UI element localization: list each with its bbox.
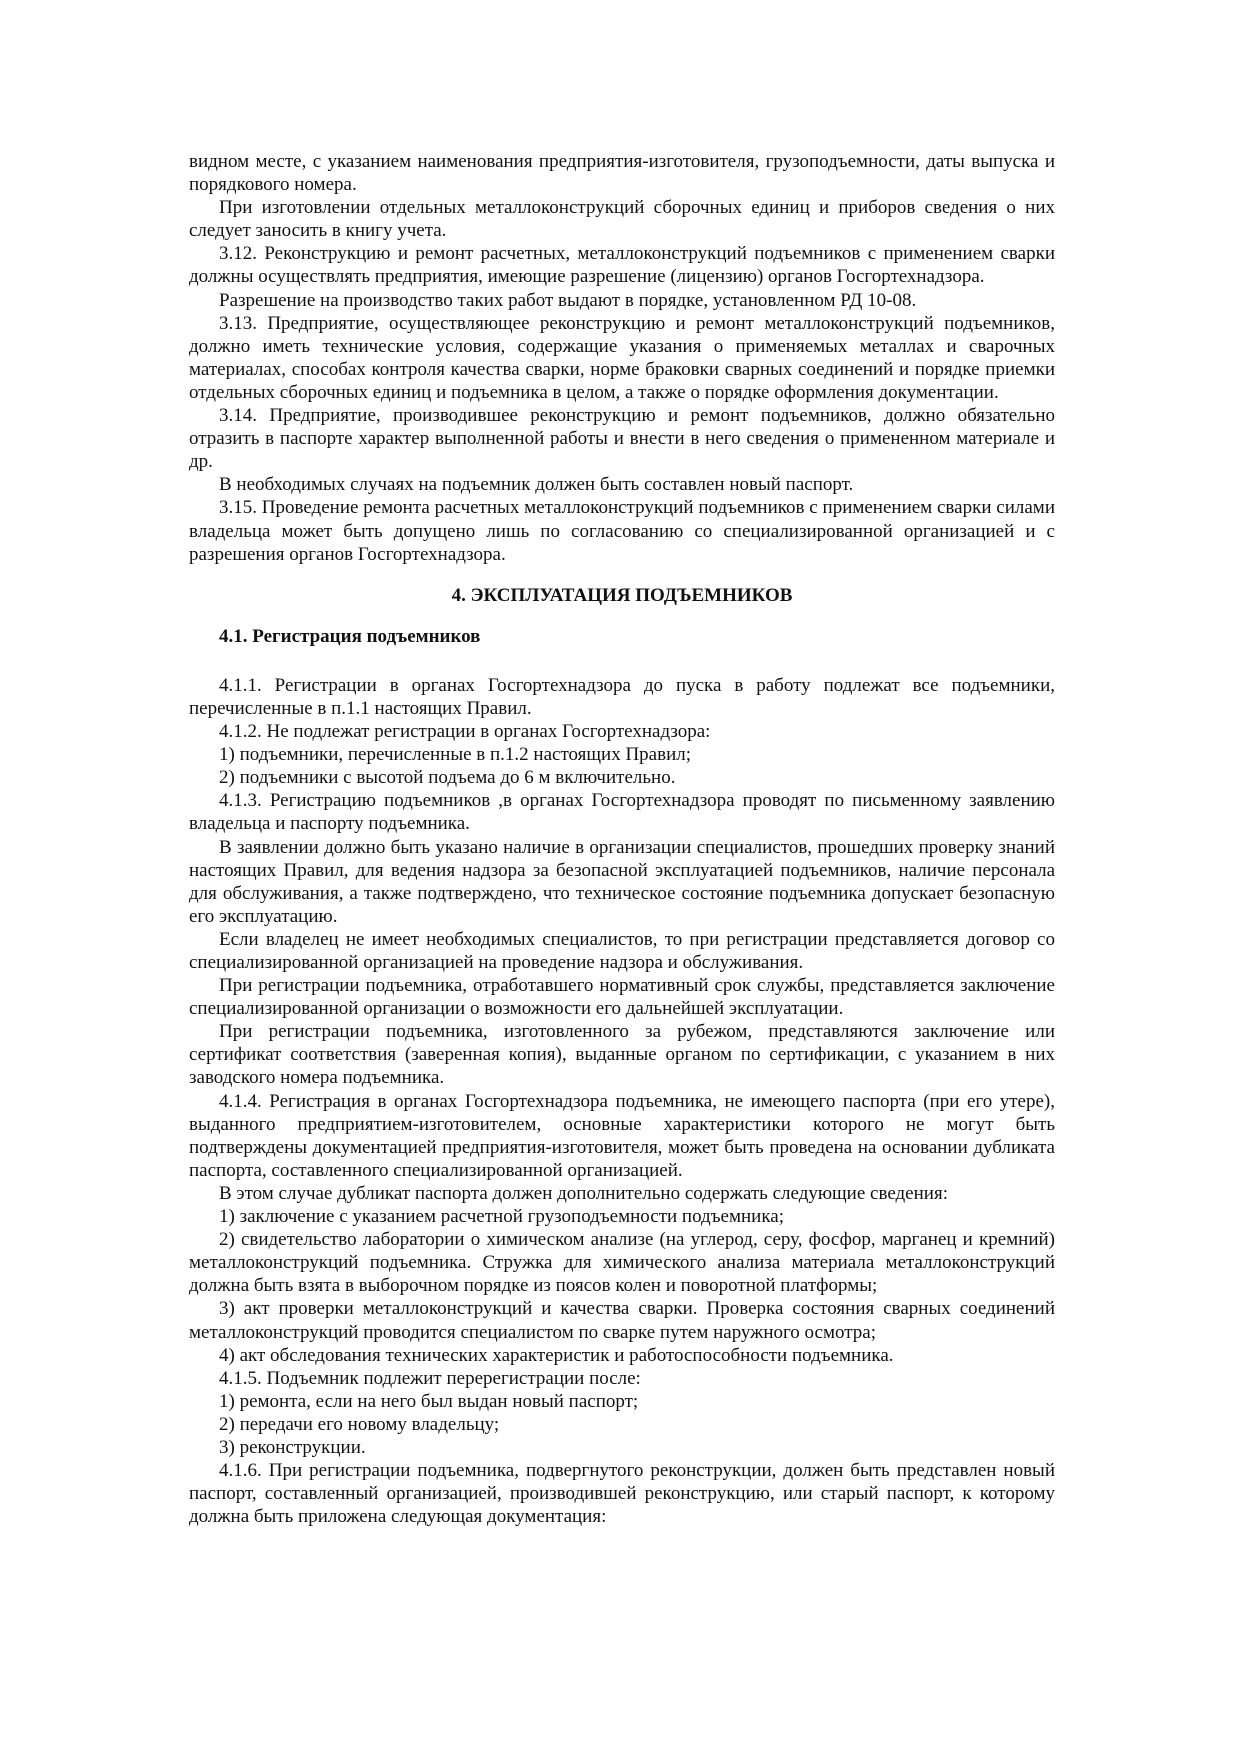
paragraph: В заявлении должно быть указано наличие в организации специалистов, прошедших проверку знаний настоящих Правил, для ведения надзора за безопасной эксплуатацией подъемников, наличие персонала для обслуживания, а также подтверждено, что техническое состояние подъемника допускает безопасную его эксплуатацию. [189, 836, 1055, 927]
paragraph: 4.1.2. Не подлежат регистрации в органах Госгортехнадзора: [219, 721, 711, 743]
paragraph: 2) подъемники с высотой подъема до 6 м включительно. [219, 767, 676, 789]
paragraph: Если владелец не имеет необходимых специалистов, то при регистрации представляется договор со специализированной организацией на проведение надзора и обслуживания. [189, 928, 1055, 973]
paragraph: 3.15. Проведение ремонта расчетных металлоконструкций подъемников с применением сварки силами владельца может быть допущено лишь по согласованию со специализированной организацией и с разрешения органов Госгортехнадзора. [189, 497, 1055, 565]
paragraph: 1) подъемники, перечисленные в п.1.2 настоящих Правил; [219, 744, 692, 766]
paragraph: 3) реконструкции. [219, 1436, 366, 1458]
paragraph: 3.13. Предприятие, осуществляющее реконструкцию и ремонт металлоконструкций подъемников, должно иметь технические условия, содержащие указания о применяемых металлах и сварочных материалах, способах контроля качества сварки, норме браковки сварных соединений и порядке приемки отдельных сборочных единиц и подъемника в целом, а также о порядке оформления документации. [189, 312, 1055, 403]
paragraph: 3.14. Предприятие, производившее реконструкцию и ремонт подъемников, должно обязательно отразить в паспорте характер выполненной работы и внести в него сведения о примененном материале и др. [189, 405, 1055, 473]
paragraph: 4.1.6. При регистрации подъемника, подвергнутого реконструкции, должен быть представлен новый паспорт, составленный организацией, производившей реконструкцию, или старый паспорт, к которому должна быть приложена следующая документация: [189, 1460, 1055, 1528]
paragraph: При регистрации подъемника, изготовленного за рубежом, представляются заключение или сертификат соответствия (заверенная копия), выданные органом по сертификации, с указанием в них заводского номера подъемника. [189, 1021, 1055, 1089]
paragraph: Разрешение на производство таких работ выдают в порядке, установленном РД 10-08. [219, 289, 917, 311]
paragraph: В этом случае дубликат паспорта должен дополнительно содержать следующие сведения: [219, 1182, 948, 1204]
paragraph: При регистрации подъемника, отработавшего нормативный срок службы, представляется заключение специализированной организации о возможности его дальнейшей эксплуатации. [189, 975, 1055, 1020]
paragraph: 3.12. Реконструкцию и ремонт расчетных, металлоконструкций подъемников с применением сварки должны осуществлять предприятия, имеющие разрешение (лицензию) органов Госгортехнадзора. [189, 243, 1055, 288]
section-heading: 4. ЭКСПЛУАТАЦИЯ ПОДЪЕМНИКОВ [451, 584, 793, 606]
sub-heading: 4.1. Регистрация подъемников [219, 625, 481, 647]
paragraph: 4.1.4. Регистрация в органах Госгортехнадзора подъемника, не имеющего паспорта (при его утере), выданного предприятием-изготовителем, основные характеристики которого не могут быть подтверждены документацией предприятия-изготовителя, может быть проведена на основании дубликата паспорта, составленного специализированной организацией. [189, 1090, 1055, 1181]
paragraph: 4.1.5. Подъемник подлежит перерегистрации после: [219, 1367, 641, 1389]
paragraph: 2) свидетельство лаборатории о химическом анализе (на углерод, серу, фосфор, марганец и кремний) металлоконструкций подъемника. Стружка для химического анализа материала металлоконструкций должна быть взята в выборочном порядке из поясов колен и поворотной платформы; [189, 1229, 1055, 1297]
paragraph: видном месте, с указанием наименования предприятия-изготовителя, грузоподъемности, даты выпуска и порядкового номера. [189, 151, 1055, 196]
paragraph: 4.1.1. Регистрации в органах Госгортехнадзора до пуска в работу подлежат все подъемники, перечисленные в п.1.1 настоящих Правил. [189, 674, 1055, 719]
paragraphs-after [189, 674, 1055, 1528]
document-page [189, 150, 1055, 1528]
paragraph: 2) передачи его новому владельцу; [219, 1413, 500, 1435]
paragraph: В необходимых случаях на подъемник должен быть составлен новый паспорт. [219, 474, 854, 496]
paragraph: 3) акт проверки металлоконструкций и качества сварки. Проверка состояния сварных соединений металлоконструкций проводится специалистом по сварке путем наружного осмотра; [189, 1298, 1055, 1343]
paragraph: При изготовлении отдельных металлоконструкций сборочных единиц и приборов сведения о них следует заносить в книгу учета. [189, 197, 1055, 242]
paragraph: 4.1.3. Регистрацию подъемников ,в органах Госгортехнадзора проводят по письменному заявлению владельца и паспорту подъемника. [189, 790, 1055, 835]
paragraph: 4) акт обследования технических характеристик и работоспособности подъемника. [219, 1344, 894, 1366]
paragraph: 1) ремонта, если на него был выдан новый паспорт; [219, 1390, 639, 1412]
paragraphs-before [189, 150, 1055, 566]
paragraph: 1) заключение с указанием расчетной грузоподъемности подъемника; [219, 1206, 784, 1228]
